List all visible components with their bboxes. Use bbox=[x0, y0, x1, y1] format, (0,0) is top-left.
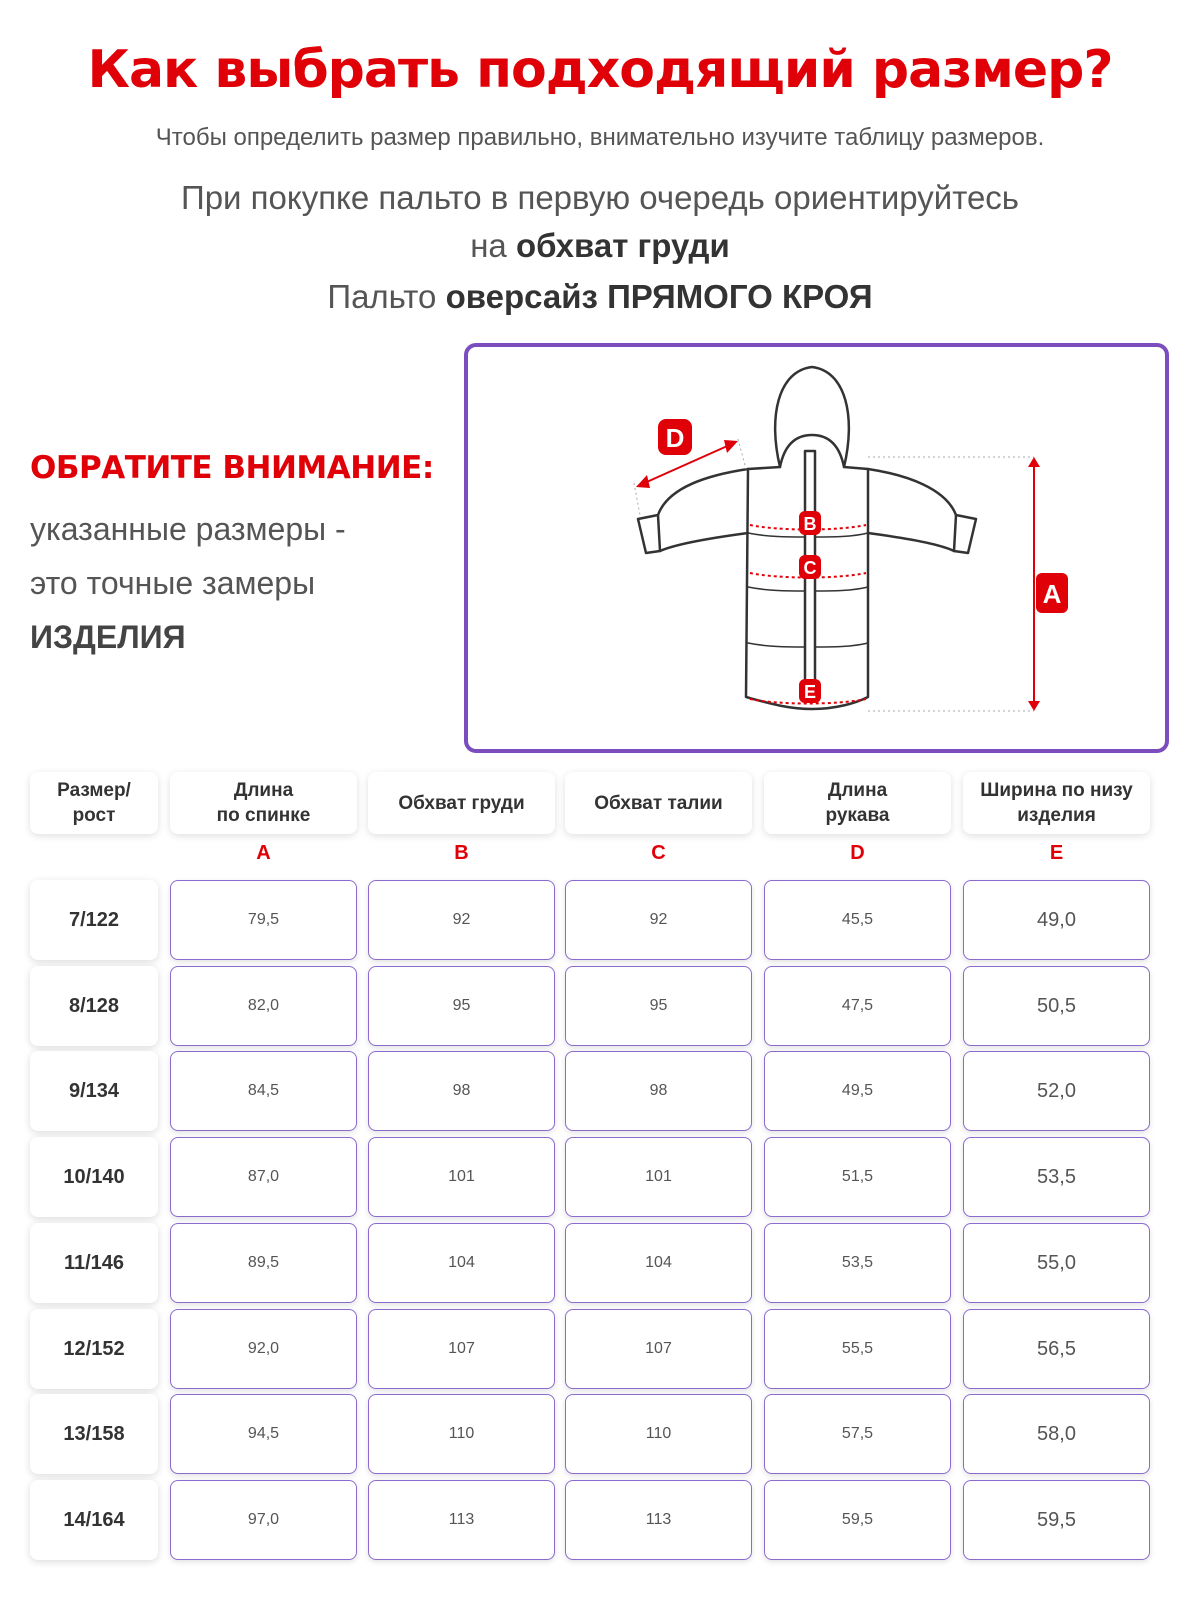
cut-description-bold: оверсайз ПРЯМОГО КРОЯ bbox=[445, 278, 873, 315]
badge-e-text: E bbox=[803, 682, 817, 702]
coat-body bbox=[746, 467, 868, 709]
measure-d-arrow-left bbox=[636, 475, 650, 488]
right-cuff-line bbox=[954, 515, 956, 551]
coat-diagram bbox=[468, 347, 1165, 749]
table-cell-chest: 95 bbox=[368, 966, 555, 1046]
attention-line-1: указанные размеры - bbox=[30, 511, 346, 547]
coat-right-sleeve bbox=[868, 469, 976, 553]
header-chest: Обхват груди bbox=[368, 772, 555, 834]
attention-heading: ОБРАТИТЕ ВНИМАНИЕ: bbox=[30, 450, 434, 486]
table-cell-back-length: 87,0 bbox=[170, 1137, 357, 1217]
table-cell-hem-width: 59,5 bbox=[963, 1480, 1150, 1560]
table-cell-chest: 101 bbox=[368, 1137, 555, 1217]
table-cell-chest: 92 bbox=[368, 880, 555, 960]
cut-description-text: Пальто bbox=[327, 278, 446, 315]
coat-diagram-frame bbox=[464, 343, 1169, 753]
column-letter-waist: C bbox=[651, 842, 666, 864]
column-letter-hem-width: E bbox=[1049, 842, 1064, 864]
table-cell-sleeve-length: 59,5 bbox=[764, 1480, 951, 1560]
column-letter-back-length: A bbox=[256, 842, 271, 864]
table-row-size: 8/128 bbox=[30, 966, 158, 1046]
chest-guidance bbox=[0, 174, 1200, 270]
table-cell-back-length: 89,5 bbox=[170, 1223, 357, 1303]
attention-text bbox=[30, 502, 346, 664]
table-cell-back-length: 82,0 bbox=[170, 966, 357, 1046]
table-cell-waist: 110 bbox=[565, 1394, 752, 1474]
header-waist: Обхват талии bbox=[565, 772, 752, 834]
table-cell-back-length: 92,0 bbox=[170, 1309, 357, 1389]
measure-a-arrow-bottom bbox=[1028, 701, 1040, 711]
table-row-size: 7/122 bbox=[30, 880, 158, 960]
table-cell-chest: 113 bbox=[368, 1480, 555, 1560]
table-cell-waist: 101 bbox=[565, 1137, 752, 1217]
table-cell-hem-width: 50,5 bbox=[963, 966, 1150, 1046]
quilt-seam-3 bbox=[748, 643, 868, 647]
table-row-size: 10/140 bbox=[30, 1137, 158, 1217]
attention-line-3-bold: ИЗДЕЛИЯ bbox=[30, 619, 186, 655]
table-cell-back-length: 94,5 bbox=[170, 1394, 357, 1474]
table-cell-sleeve-length: 57,5 bbox=[764, 1394, 951, 1474]
table-cell-waist: 95 bbox=[565, 966, 752, 1046]
left-cuff-line bbox=[658, 515, 660, 551]
cut-description bbox=[0, 278, 1200, 316]
table-row-size: 11/146 bbox=[30, 1223, 158, 1303]
column-letter-chest: B bbox=[454, 842, 469, 864]
badge-c-text: C bbox=[803, 558, 817, 578]
table-cell-back-length: 84,5 bbox=[170, 1051, 357, 1131]
badge-b-text: B bbox=[803, 514, 817, 534]
measure-a-arrow-top bbox=[1028, 457, 1040, 467]
header-size: Размер/ рост bbox=[30, 772, 158, 834]
table-cell-waist: 92 bbox=[565, 880, 752, 960]
guide-sleeve-top bbox=[738, 439, 746, 469]
attention-line-2: это точные замеры bbox=[30, 565, 316, 601]
table-row-size: 9/134 bbox=[30, 1051, 158, 1131]
table-cell-chest: 98 bbox=[368, 1051, 555, 1131]
badge-a-text: A bbox=[1042, 579, 1062, 609]
chest-guidance-prefix: на bbox=[470, 227, 516, 264]
table-cell-sleeve-length: 55,5 bbox=[764, 1309, 951, 1389]
table-cell-sleeve-length: 53,5 bbox=[764, 1223, 951, 1303]
header-back-length: Длина по спинке bbox=[170, 772, 357, 834]
table-cell-hem-width: 58,0 bbox=[963, 1394, 1150, 1474]
table-cell-hem-width: 52,0 bbox=[963, 1051, 1150, 1131]
table-cell-hem-width: 53,5 bbox=[963, 1137, 1150, 1217]
table-cell-sleeve-length: 45,5 bbox=[764, 880, 951, 960]
table-cell-chest: 104 bbox=[368, 1223, 555, 1303]
chest-guidance-bold: обхват груди bbox=[515, 227, 730, 264]
chest-guidance-text: При покупке пальто в первую очередь ориентируйтесь bbox=[180, 179, 1019, 216]
table-cell-chest: 110 bbox=[368, 1394, 555, 1474]
table-cell-waist: 104 bbox=[565, 1223, 752, 1303]
measure-d-arrow-right bbox=[724, 440, 738, 453]
page-title: Как выбрать подходящий размер? bbox=[87, 40, 1113, 100]
table-row-size: 14/164 bbox=[30, 1480, 158, 1560]
coat-left-sleeve bbox=[638, 469, 748, 553]
table-cell-sleeve-length: 51,5 bbox=[764, 1137, 951, 1217]
badge-d-text: D bbox=[665, 423, 685, 453]
table-cell-sleeve-length: 49,5 bbox=[764, 1051, 951, 1131]
table-cell-hem-width: 56,5 bbox=[963, 1309, 1150, 1389]
table-cell-hem-width: 49,0 bbox=[963, 880, 1150, 960]
quilt-seam-2 bbox=[748, 587, 868, 591]
table-cell-chest: 107 bbox=[368, 1309, 555, 1389]
table-row-size: 13/158 bbox=[30, 1394, 158, 1474]
guide-sleeve-bottom bbox=[634, 483, 640, 515]
table-cell-back-length: 79,5 bbox=[170, 880, 357, 960]
column-letter-sleeve-length: D bbox=[850, 842, 865, 864]
header-hem-width: Ширина по низу изделия bbox=[963, 772, 1150, 834]
table-cell-waist: 98 bbox=[565, 1051, 752, 1131]
table-cell-sleeve-length: 47,5 bbox=[764, 966, 951, 1046]
subtitle: Чтобы определить размер правильно, внимательно изучите таблицу размеров. bbox=[155, 124, 1045, 151]
table-row-size: 12/152 bbox=[30, 1309, 158, 1389]
table-cell-waist: 107 bbox=[565, 1309, 752, 1389]
table-cell-hem-width: 55,0 bbox=[963, 1223, 1150, 1303]
table-cell-back-length: 97,0 bbox=[170, 1480, 357, 1560]
attention-line-3 bbox=[30, 610, 346, 664]
table-cell-waist: 113 bbox=[565, 1480, 752, 1560]
header-sleeve-length: Длина рукава bbox=[764, 772, 951, 834]
